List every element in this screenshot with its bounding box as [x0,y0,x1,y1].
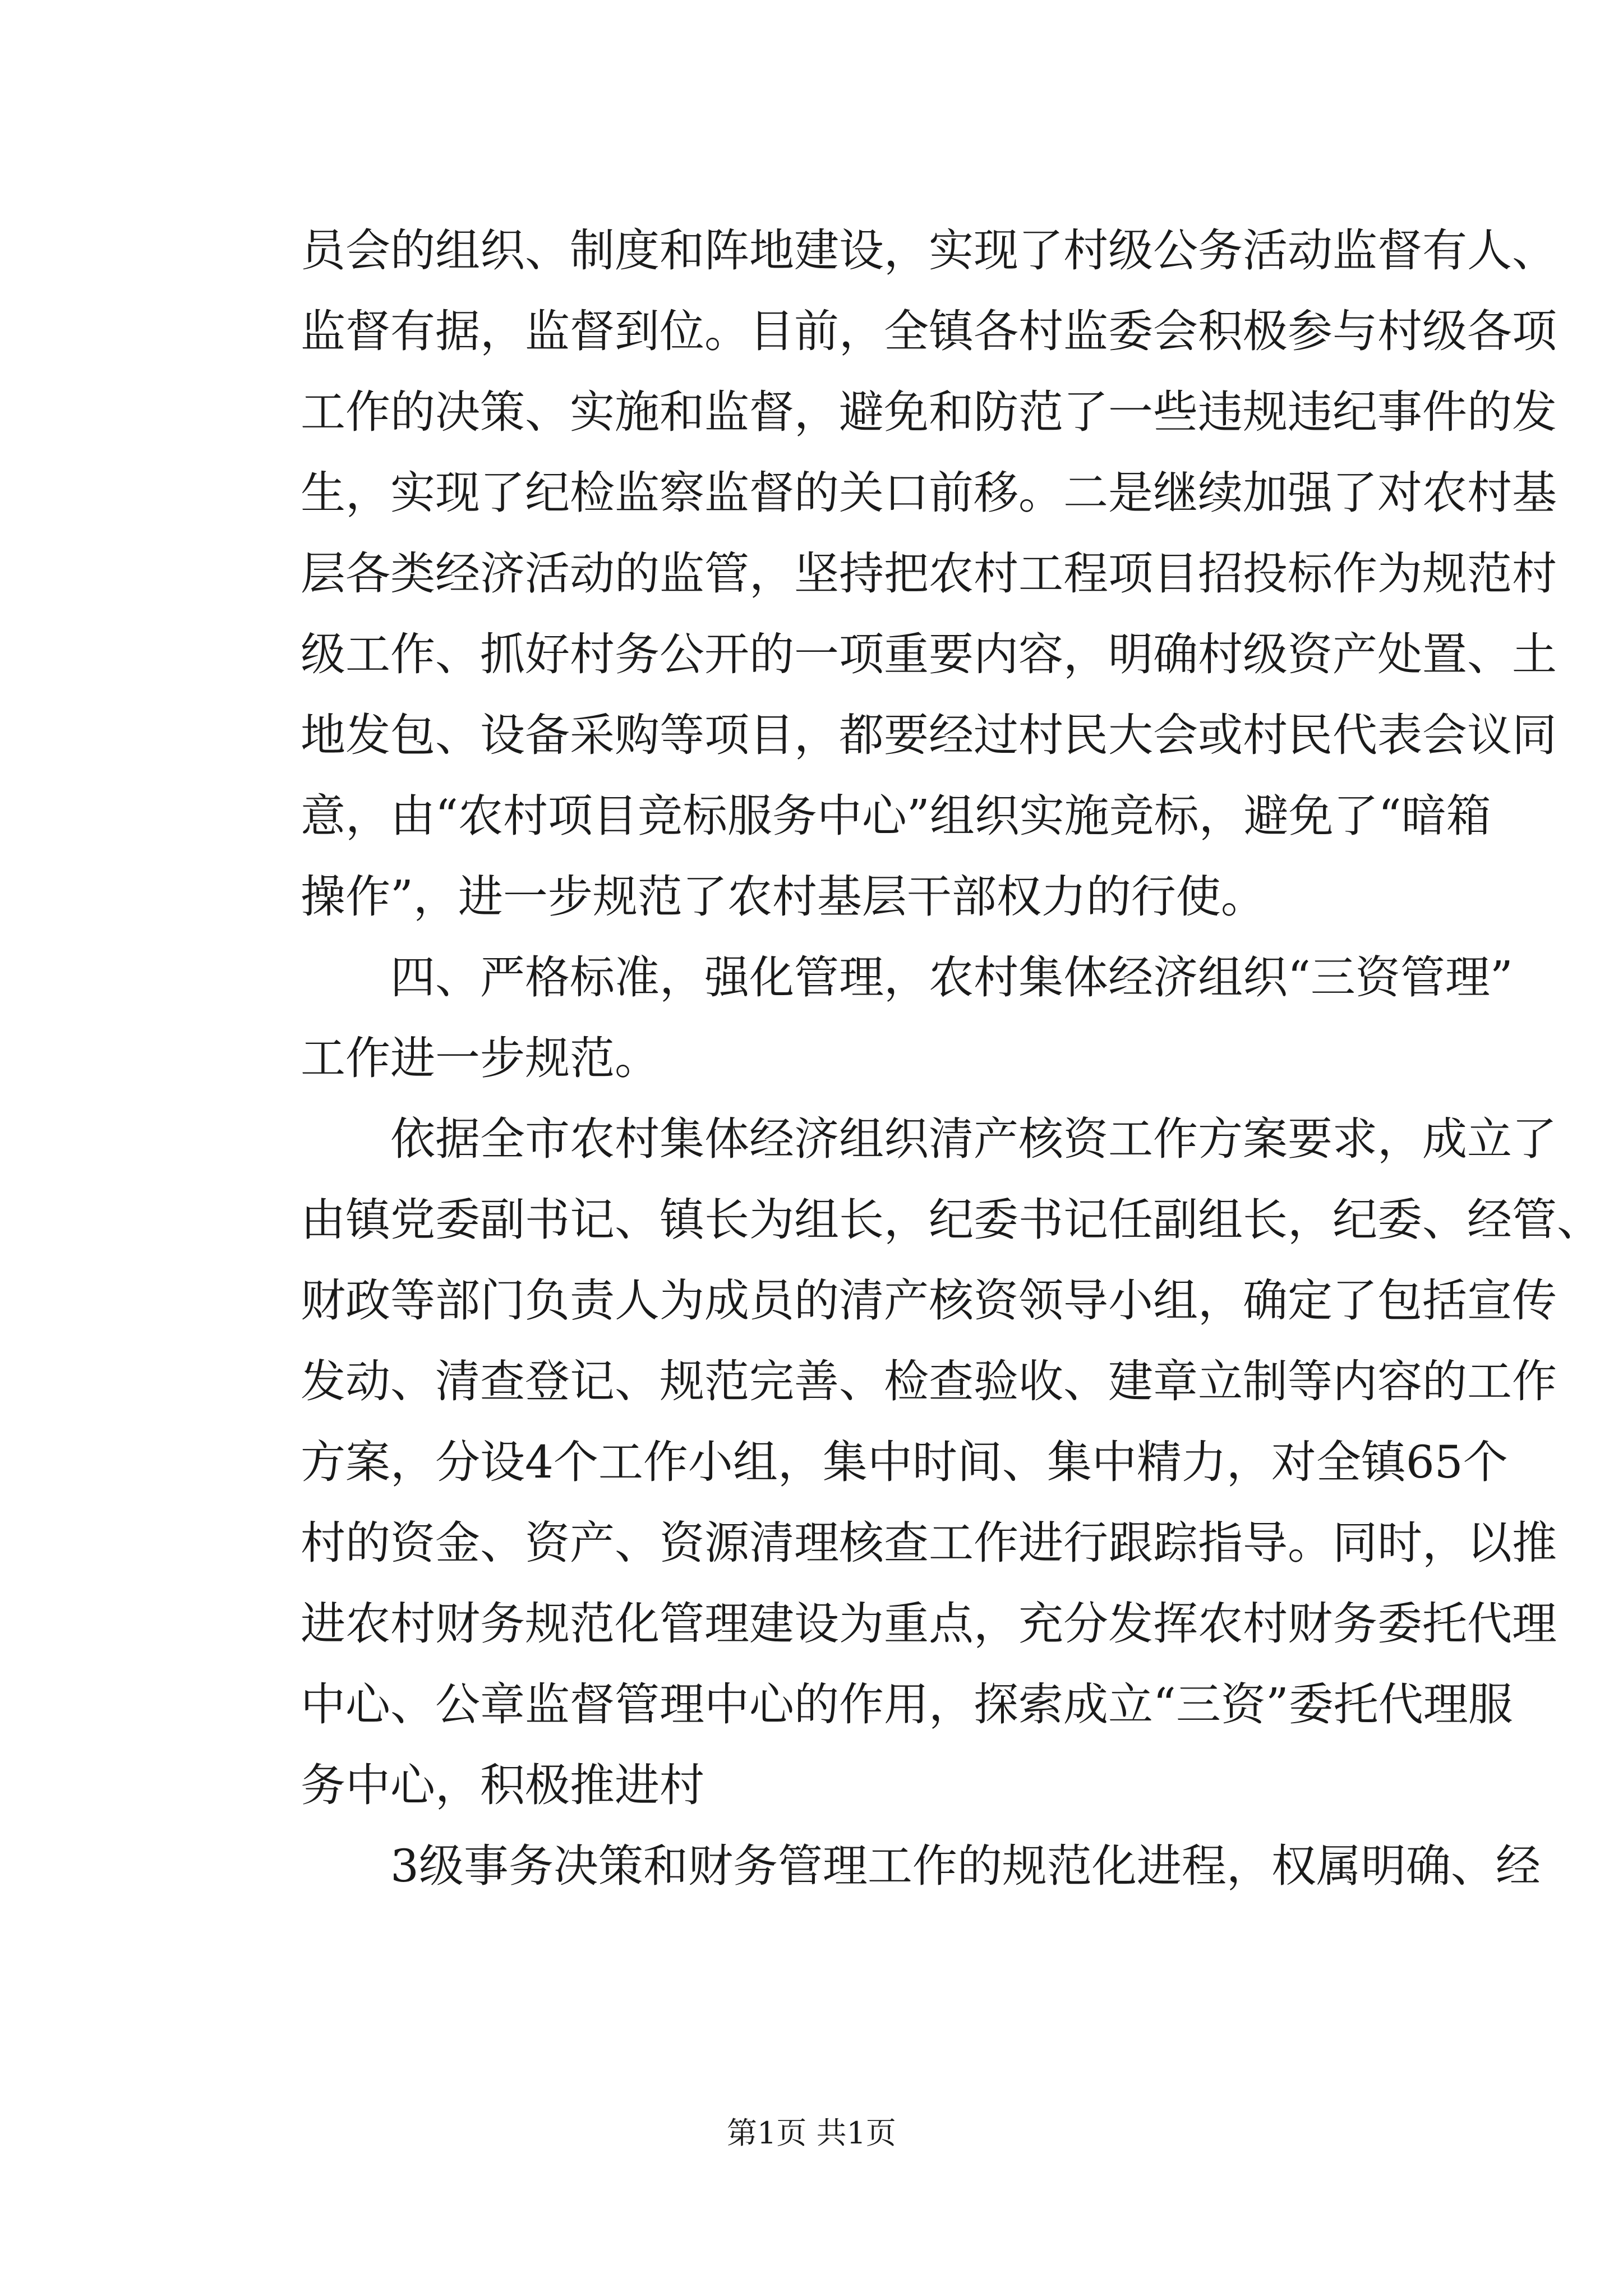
text-line-3: 工作的决策、实施和监督，避免和防范了一些违规违纪事件的发 [301,386,1557,438]
text-line-20: 务中心，积极推进村 [301,1759,704,1811]
text-line-1: 员会的组织、制度和阵地建设，实现了村级公务活动监督有人、 [301,224,1557,277]
text-line-15: 发动、清查登记、规范完善、检查验收、建章立制等内容的工作 [301,1355,1557,1407]
section-heading-line-2: 工作进一步规范。 [301,1032,660,1084]
text-line-2: 监督有据，监督到位。目前，全镇各村监委会积极参与村级各项 [301,305,1557,357]
section-heading-line-1: 四、严格标准，强化管理，农村集体经济组织“三资管理” [390,951,1513,1004]
page-footer: 第1页 共1页 [727,2115,896,2151]
text-line-17: 村的资金、资产、资源清理核查工作进行跟踪指导。同时，以推 [301,1517,1557,1569]
text-line-9: 操作”，进一步规范了农村基层干部权力的行使。 [301,871,1266,923]
document-body [301,210,1602,1907]
text-line-14: 财政等部门负责人为成员的清产核资领导小组，确定了包括宣传 [301,1274,1557,1327]
text-line-12: 依据全市农村集体经济组织清产核资工作方案要求，成立了 [390,1113,1557,1165]
text-line-7: 地发包、设备采购等项目，都要经过村民大会或村民代表会议同 [301,709,1557,761]
text-line-21: 3级事务决策和财务管理工作的规范化进程，权属明确、经 [390,1840,1541,1892]
text-line-16: 方案，分设4个工作小组，集中时间、集中精力，对全镇65个 [301,1436,1508,1488]
text-line-6: 级工作、抓好村务公开的一项重要内容，明确村级资产处置、土 [301,628,1557,680]
text-line-4: 生，实现了纪检监察监督的关口前移。二是继续加强了对农村基 [301,467,1557,519]
text-line-18: 进农村财务规范化管理建设为重点，充分发挥农村财务委托代理 [301,1598,1557,1650]
text-line-13: 由镇党委副书记、镇长为组长，纪委书记任副组长，纪委、经管、 [301,1194,1602,1246]
text-line-5: 层各类经济活动的监管，坚持把农村工程项目招投标作为规范村 [301,547,1557,600]
text-line-19: 中心、公章监督管理中心的作用，探索成立“三资”委托代理服 [301,1678,1513,1731]
text-line-8: 意，由“农村项目竞标服务中心”组织实施竞标，避免了“暗箱 [301,790,1491,842]
